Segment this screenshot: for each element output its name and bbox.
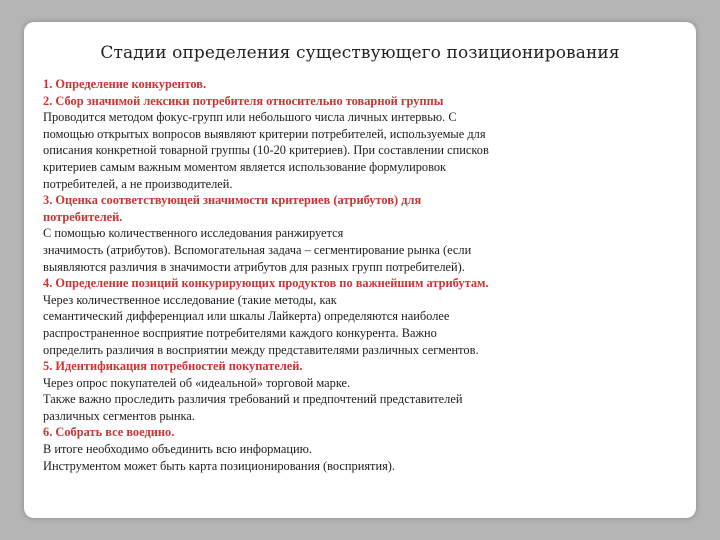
line-15: распространенное восприятие потребителями каждого конкурента. Важно <box>43 325 437 340</box>
line-0: 1. Определение конкурентов. <box>43 77 207 91</box>
line-17: 5. Идентификация потребностей покупателей. <box>43 359 303 374</box>
line-23: Инструментом может быть карта позиционирования (восприятия). <box>43 458 396 473</box>
line-16: определить различия в восприятии между представителями различных сегментов. <box>43 342 479 357</box>
slide-body <box>43 76 683 474</box>
line-4: описания конкретной товарной группы (10-20 критериев). При составлении списков <box>43 143 489 158</box>
line-18: Через опрос покупателей об «идеальной» торговой марке. <box>43 375 351 390</box>
line-7: 3. Оценка соответствующей значимости критериев (атрибутов) для <box>43 193 422 208</box>
line-22: В итоге необходимо объединить всю информацию. <box>43 442 313 457</box>
line-3: помощью открытых вопросов выявляют критерии потребителей, используемые для <box>43 126 486 141</box>
line-10: значимость (атрибутов). Вспомогательная задача – сегментирование рынка (если <box>43 242 472 257</box>
line-2: Проводится методом фокус-групп или небольшого числа личных интервью. С <box>43 110 457 125</box>
line-13: Через количественное исследование (такие методы, как <box>43 292 337 307</box>
line-9: С помощью количественного исследования ранжируется <box>43 226 344 241</box>
line-5: критериев самым важным моментом является использование формулировок <box>43 159 447 174</box>
line-6: потребителей, а не производителей. <box>43 176 233 191</box>
slide-title: Стадии определения существующего позиционирования <box>100 43 620 63</box>
line-11: выявляются различия в значимости атрибутов для разных групп потребителей). <box>43 259 465 274</box>
line-1: 2. Сбор значимой лексики потребителя относительно товарной группы <box>43 93 444 108</box>
line-14: семантический дифференциал или шкалы Лайкерта) определяются наиболее <box>43 309 450 324</box>
line-19: Также важно проследить различия требований и предпочтений представителей <box>43 392 463 407</box>
line-8: потребителей. <box>43 209 123 224</box>
line-20: различных сегментов рынка. <box>43 408 195 423</box>
line-21: 6. Собрать все воедино. <box>43 425 175 440</box>
line-12: 4. Определение позиций конкурирующих продуктов по важнейшим атрибутам. <box>43 276 489 291</box>
slide-card <box>24 22 696 518</box>
